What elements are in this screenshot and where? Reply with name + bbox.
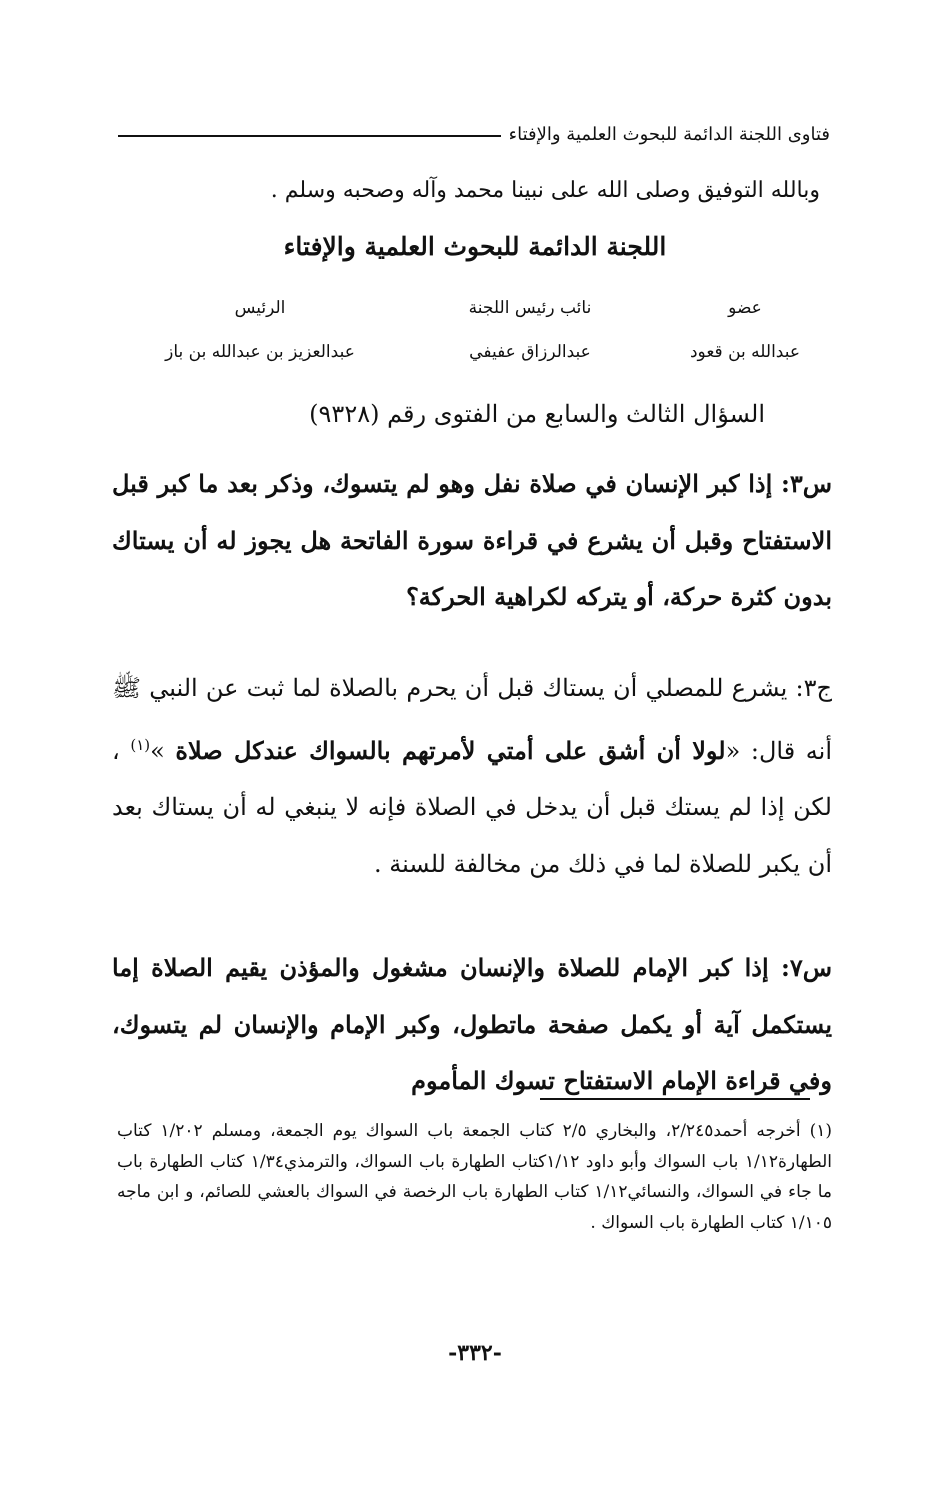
footnote: (١) أخرجه أحمد٢/٢٤٥، والبخاري ٢/٥ كتاب الجمعة باب السواك يوم الجمعة، ومسلم ١/٢٠٢ كتاب الطهارة١/١٢ باب السواك وأبو داود ١/١٢كتاب الطهارة باب السواك، والترمذي١/٣٤ كتاب الطهارة باب ما جاء في السواك، والنسائي١/١٢ كتاب الطهارة باب الرخصة في السواك بالعشي للصائم، و ابن ماجه ١/١٠٥ كتاب الطهارة باب السواك . bbox=[117, 1121, 832, 1233]
answer-rest: ، لكن إذا لم يستك قبل أن يدخل في الصلاة فإنه لا ينبغي له أن يستاك بعد أن يكبر للصلاة لما في ذلك من مخالفة للسنة . bbox=[112, 736, 832, 878]
answer-3 bbox=[112, 660, 832, 892]
footnote-marker: (١) bbox=[130, 735, 151, 754]
deputy-name: عبدالرزاق عفيفي bbox=[469, 342, 591, 362]
signatory-names bbox=[130, 342, 820, 362]
question-7: س٧: إذا كبر الإمام للصلاة والإنسان مشغول والمؤذن يقيم الصلاة إما يستكمل آية أو يكمل صفحة ماتطول، وكبر الإمام والإنسان لم يتسوك، وفي قراءة الإمام الاستفتاح تسوك المأموم bbox=[112, 953, 832, 1096]
fatwa-heading: السؤال الثالث والسابع من الفتوى رقم (٩٣٢٨) bbox=[309, 400, 765, 428]
footnote-separator bbox=[540, 1098, 810, 1100]
quote-close: » bbox=[150, 736, 176, 765]
president-name: عبدالعزيز بن عبدالله بن باز bbox=[165, 342, 355, 362]
page-number: -٣٣٢- bbox=[448, 1340, 502, 1366]
question-3: س٣: إذا كبر الإنسان في صلاة نفل وهو لم يتسوك، وذكر بعد ما كبر قبل الاستفتاح وقبل أن يشرع في قراءة سورة الفاتحة هل يجوز له أن يستاك بدون كثرة حركة، أو يتركه لكراهية الحركة؟ bbox=[112, 469, 832, 612]
member-name: عبدالله بن قعود bbox=[689, 342, 800, 362]
running-header bbox=[118, 118, 830, 150]
running-header-title: فتاوى اللجنة الدائمة للبحوث العلمية والإفتاء bbox=[508, 123, 830, 145]
deputy-role: نائب رئيس اللجنة bbox=[468, 298, 592, 318]
committee-title: اللجنة الدائمة للبحوث العلمية والإفتاء bbox=[283, 232, 667, 261]
hadith-quote: لولا أن أشق على أمتي لأمرتهم بالسواك عندكل صلاة bbox=[175, 735, 726, 765]
signatory-roles bbox=[130, 298, 820, 318]
answer-intro: ج٣: يشرع للمصلي أن يستاك قبل أن يحرم بالصلاة لما ثبت عن النبي ﷺ أنه قال: « bbox=[112, 674, 833, 765]
member-role: عضو bbox=[728, 298, 762, 318]
closing-formula: وبالله التوفيق وصلى الله على نبينا محمد وآله وصحبه وسلم . bbox=[270, 178, 820, 203]
header-rule bbox=[118, 135, 501, 137]
president-role: الرئيس bbox=[234, 298, 286, 318]
